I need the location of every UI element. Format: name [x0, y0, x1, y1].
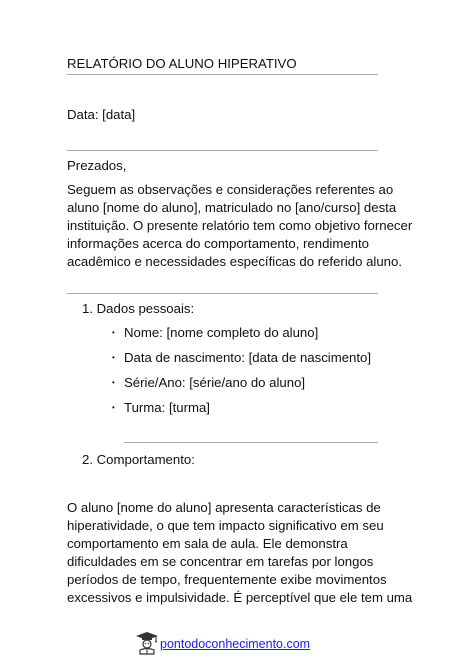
date-line: Data: [data] — [67, 107, 136, 122]
divider-line — [67, 150, 378, 151]
list-item: Data de nascimento: [data de nascimento] — [124, 350, 372, 365]
document-title: RELATÓRIO DO ALUNO HIPERATIVO — [67, 56, 297, 71]
divider-line — [124, 442, 378, 443]
paragraph-line: informações acerca do comportamento, rendimento — [67, 236, 369, 251]
section-heading-personal-data: 1. Dados pessoais: — [82, 301, 195, 316]
list-item: Série/Ano: [série/ano do aluno] — [124, 375, 306, 390]
bullet-icon: • — [112, 328, 115, 337]
bullet-icon: • — [112, 353, 115, 362]
divider-line — [67, 74, 378, 75]
paragraph-line: acadêmico e necessidades específicas do referido aluno. — [67, 254, 403, 269]
paragraph-line: períodos de tempo, frequentemente exibe movimentos — [67, 572, 387, 587]
footer-website-link[interactable]: pontodoconhecimento.com — [160, 637, 311, 651]
section-heading-behavior: 2. Comportamento: — [82, 452, 195, 467]
paragraph-line: Seguem as observações e considerações referentes ao — [67, 182, 394, 197]
divider-line — [67, 293, 378, 294]
paragraph-line: dificuldades em se concentrar em tarefas por longos — [67, 554, 374, 569]
paragraph-line: O aluno [nome do aluno] apresenta características de — [67, 500, 381, 515]
bullet-icon: • — [112, 378, 115, 387]
greeting: Prezados, — [67, 158, 127, 173]
bullet-icon: • — [112, 403, 115, 412]
graduate-mascot-icon — [135, 631, 159, 655]
list-item: Nome: [nome completo do aluno] — [124, 325, 319, 340]
paragraph-line: hiperatividade, o que tem impacto significativo em seu — [67, 518, 384, 533]
paragraph-line: excessivos e impulsividade. É perceptível que ele tem uma — [67, 590, 413, 605]
paragraph-line: instituição. O presente relatório tem como objetivo fornecer — [67, 218, 413, 233]
list-item: Turma: [turma] — [124, 400, 210, 415]
paragraph-line: comportamento em sala de aula. Ele demonstra — [67, 536, 348, 551]
paragraph-line: aluno [nome do aluno], matriculado no [ano/curso] desta — [67, 200, 397, 215]
